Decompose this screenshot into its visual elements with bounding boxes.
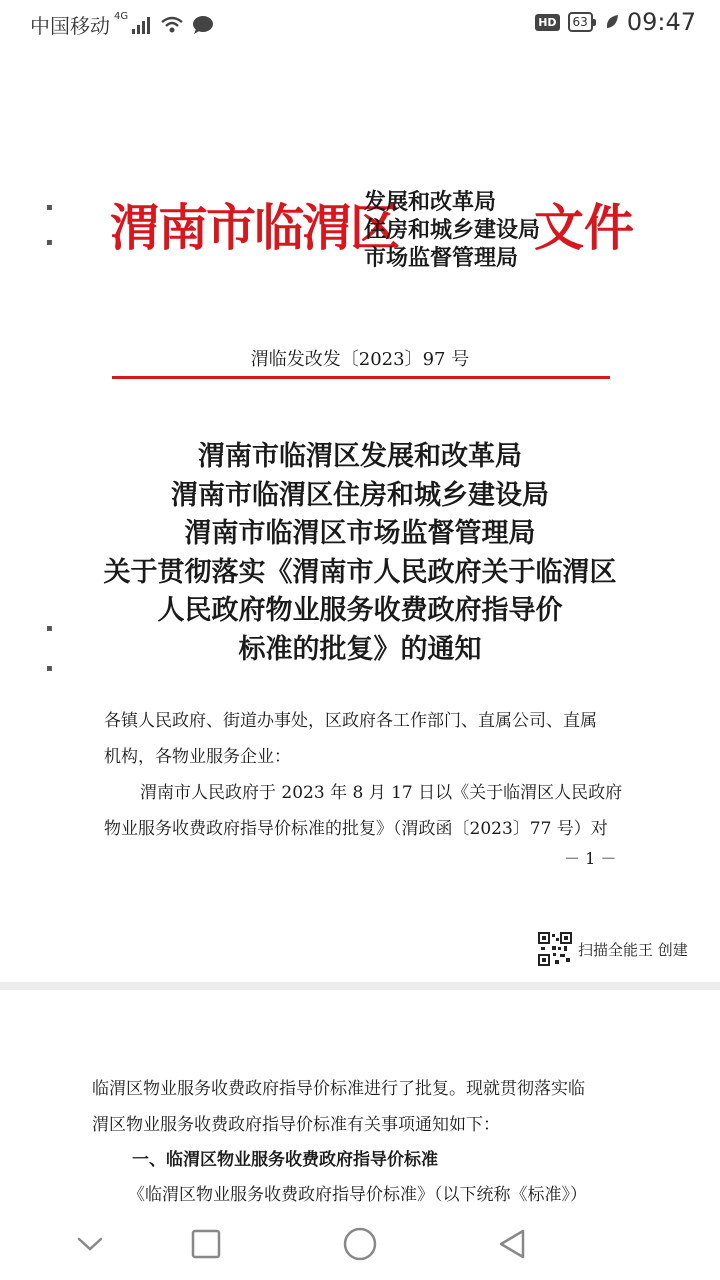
status-left xyxy=(30,10,214,39)
department-line: 住房和城乡建设局 xyxy=(364,217,541,243)
body-line: 渭区物业服务收费政府指导价标准有关事项通知如下： xyxy=(92,1115,500,1135)
title-line: 渭南市临渭区发展和改革局 xyxy=(198,441,522,472)
home-icon xyxy=(343,1227,377,1261)
back-button[interactable] xyxy=(490,1222,534,1266)
hd-badge: HD xyxy=(535,14,559,31)
battery-indicator: 63 xyxy=(568,12,593,32)
clock: 09:47 xyxy=(626,8,696,36)
doc-header-departments xyxy=(364,188,540,272)
page-separator xyxy=(0,982,720,990)
network-type: 4G xyxy=(114,11,129,22)
body-line: 机构，各物业服务企业： xyxy=(104,747,291,767)
department-line: 市场监督管理局 xyxy=(364,245,519,271)
doc-header-issuer: 渭南市临渭区 xyxy=(110,199,398,257)
back-chevron-icon xyxy=(77,1236,103,1252)
page-number: － 1 － xyxy=(564,849,617,868)
title-line: 渭南市临渭区住房和城乡建设局 xyxy=(171,479,549,511)
home-button[interactable] xyxy=(338,1222,382,1266)
back-triangle-icon xyxy=(497,1228,527,1260)
scanner-label: 扫描全能王 创建 xyxy=(578,940,688,959)
recent-apps-button[interactable] xyxy=(184,1222,228,1266)
carrier-label: 中国移动 xyxy=(30,14,110,38)
collapse-button[interactable] xyxy=(68,1222,112,1266)
body-line: 物业服务收费政府指导价标准的批复》（渭政函〔2023〕77 号）对 xyxy=(104,819,608,839)
document-number: 渭临发改发〔2023〕97 号 xyxy=(250,349,470,370)
document-title xyxy=(0,438,720,669)
title-line: 关于贯彻落实《渭南市人民政府关于临渭区 xyxy=(103,556,617,588)
wifi-icon xyxy=(160,16,184,34)
body-line: 渭南市人民政府于 2023 年 8 月 17 日以《关于临渭区人民政府 xyxy=(140,783,623,803)
document-page-2[interactable] xyxy=(0,990,720,1208)
navigation-bar xyxy=(0,1208,720,1280)
doc-header-wenjian: 文件 xyxy=(534,199,634,257)
body-line: 临渭区物业服务收费政府指导价标准进行了批复。现就贯彻落实临 xyxy=(92,1079,585,1099)
department-line: 发展和改革局 xyxy=(364,189,497,215)
scan-speck: ▪ xyxy=(46,237,53,248)
status-bar xyxy=(0,0,720,50)
scan-speck: ▪ xyxy=(46,623,53,634)
section-heading: 一、临渭区物业服务收费政府指导价标准 xyxy=(132,1150,438,1170)
scanner-watermark xyxy=(538,932,688,966)
body-line: 各镇人民政府、街道办事处，区政府各工作部门、直属公司、直属 xyxy=(104,711,597,731)
red-divider xyxy=(112,376,610,379)
title-line: 渭南市临渭区市场监督管理局 xyxy=(184,518,536,549)
title-line: 标准的批复》的通知 xyxy=(238,633,482,665)
signal-icon xyxy=(132,16,150,34)
scan-speck: ▪ xyxy=(46,663,53,674)
body-line: 《临渭区物业服务收费政府指导价标准》（以下统称《标准》） xyxy=(128,1185,587,1205)
recent-apps-icon xyxy=(191,1229,221,1259)
leaf-icon xyxy=(605,14,619,30)
status-right xyxy=(535,8,696,36)
title-line: 人民政府物业服务收费政府指导价 xyxy=(157,595,563,626)
qr-code-icon xyxy=(538,932,572,966)
document-page-1[interactable] xyxy=(0,50,720,982)
scan-speck: ▪ xyxy=(46,202,53,213)
message-icon xyxy=(192,15,214,35)
